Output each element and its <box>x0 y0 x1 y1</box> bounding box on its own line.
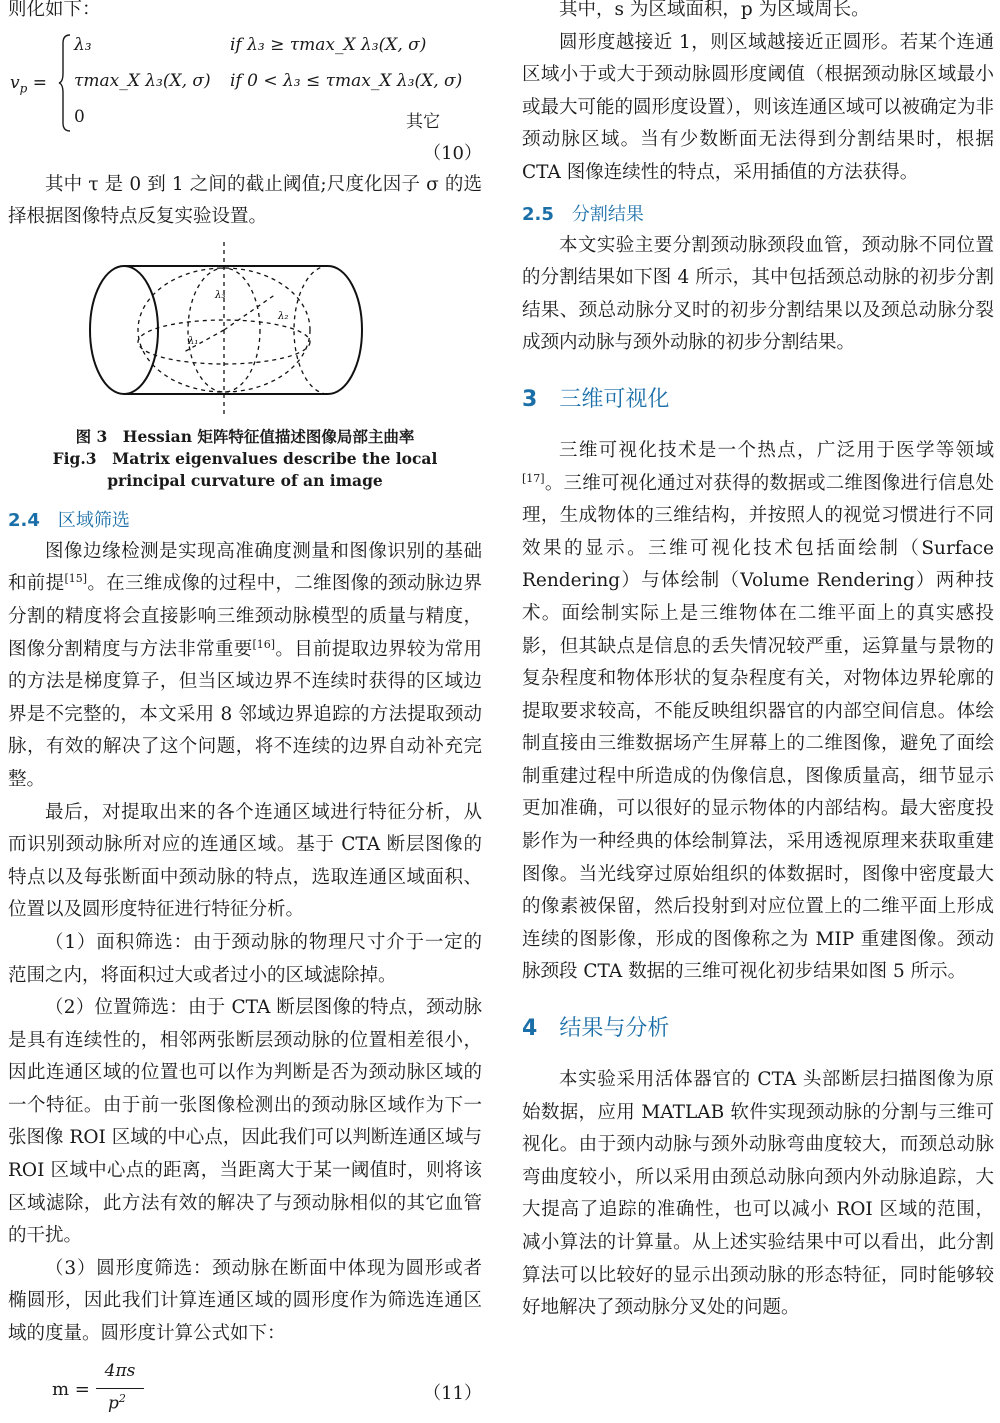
eq10-number: （10） <box>423 142 482 164</box>
paragraph-position-filter: （2）位置筛选：由于 CTA 断层图像的特点，颈动脉是具有连续性的，相邻两张断层颈动脉的位置相差很小，因此连通区域的位置也可以作为判断是否为颈动脉区域的一个特征。由于前一张图像检测出的颈动脉区域作为下一张图像 ROI 区域的中心点，因此我们可以判断连通区域与 ROI 区域中心点的距离，当距离大于某一阈值时，则将该区域滤除，此方法有效的解决了与颈动脉相似的其它血管的干扰。 <box>8 997 482 1247</box>
equation-11 <box>8 1361 482 1417</box>
eq10-case2-cond: if 0 < λ₃ ≤ τmax_X λ₃(X, σ) <box>230 70 463 91</box>
eq11-numerator: 4πs <box>104 1360 136 1381</box>
eq11-lhs: m = <box>52 1378 90 1400</box>
paragraph-2-5: 本文实验主要分割颈动脉颈段血管，颈动脉不同位置的分割结果如下图 4 所示，其中包括颈总动脉的初步分割结果、颈总动脉分叉时的初步分割结果以及颈总动脉分裂成颈内动脉与颈外动脉的初步分割结果。 <box>522 234 994 354</box>
paragraph-tau: 其中 τ 是 0 到 1 之间的截止阈值;尺度化因子 σ 的选择根据图像特点反复实验设置。 <box>8 173 482 228</box>
eq10-case1-value: λ₃ <box>74 34 92 55</box>
eq11-number: （11） <box>423 1382 482 1404</box>
paragraph-4: 本实验采用活体器官的 CTA 头部断层扫描图像为原始数据，应用 MATLAB 软件实现颈动脉的分割与三维可视化。由于颈内动脉与颈外动脉弯曲度较大，而颈总动脉弯曲度较小，所以采用由颈总动脉向颈内外动脉追踪，大大提高了追踪的准确性，也可以减小 ROI 区域的范围，减小算法的计算量。从上述实验结果中可以看出，此分割算法可以比较好的显示出颈动脉的形态特征，同时能够较好地解决了颈动脉分叉处的问题。 <box>522 1069 994 1319</box>
eq11-fraction-bar <box>96 1388 144 1389</box>
paragraph-s-p-def: 其中，s 为区域面积，p 为区域周长。 <box>559 0 870 20</box>
figure3-caption-en-1: Fig.3 Matrix eigenvalues describe the local <box>52 448 438 468</box>
cylinder-ellipsoid-diagram <box>8 242 482 414</box>
eq10-case1-cond: if λ₃ ≥ τmax_X λ₃(X, σ) <box>230 34 427 55</box>
section-2-5-heading: 2.5 分割结果 <box>522 203 644 225</box>
eq11-denominator: $p^2$ <box>108 1391 126 1414</box>
lambda2-label: λ₂ <box>278 310 289 322</box>
lambda1-label: λ₁ <box>188 335 199 347</box>
eq10-case3-value: 0 <box>74 106 85 127</box>
lambda3-label: λ₃ <box>215 289 226 301</box>
paragraph-3: 三维可视化技术是一个热点，广泛用于医学等领域[17]。三维可视化通过对获得的数据或二维图像进行信息处理，生成物体的三维结构，并按照人的视觉习惯进行不同效果的显示。三维可视化技术包括面绘制（Surface Rendering）与体绘制（Volume Rendering）两种技术。面绘制实际上是三维物体在二维平面上的真实感投影，但其缺点是信息的丢失情况较严重，运算量与景物的复杂程度和物体形状的复杂程度有关，对物体边界轮廓的提取要求较高，不能反映组织器官的内部空间信息。体绘制直接由三维数据场产生屏幕上的二维图像，避免了面绘制重建过程中所造成的伪像信息，图像质量高，细节显示更加准确，可以很好的显示物体的内部结构。最大密度投影作为一种经典的体绘制算法，采用透视原理来获取重建图像。当光线穿过原始组织的体数据时，图像中密度最大的像素被保留，然后投射到对应位置上的二维平面上形成连续的图影像，形成的图像称之为 MIP 重建图像。颈动脉颈段 CTA 数据的三维可视化初步结果如图 5 所示。 <box>522 439 994 983</box>
section-4-heading: 4 结果与分析 <box>522 1016 670 1042</box>
figure3-caption-en-2: principal curvature of an image <box>107 470 383 490</box>
paragraph-2-4-2: 最后，对提取出来的各个连通区域进行特征分析，从而识别颈动脉所对应的连通区域。基于 CTA 断层图像的特点以及每张断面中颈动脉的特点，选取连通区域面积、位置以及圆形度特征进行特征分析。 <box>8 801 482 921</box>
paragraph-2-4-1: 图像边缘检测是实现高准确度测量和图像识别的基础和前提[15]。在三维成像的过程中，二维图像的颈动脉边界分割的精度将会直接影响三维颈动脉模型的质量与精度，图像分割精度与方法非常重要[16]。目前提取边界较为常用的方法是梯度算子，但当区域边界不连续时获得的区域边界是不完整的，本文采用 8 邻域边界追踪的方法提取颈动脉，有效的解决了这个问题，将不连续的边界自动补充完整。 <box>8 540 482 790</box>
figure-3 <box>8 242 482 414</box>
eq10-lhs: $v_p$ = <box>10 72 47 95</box>
eq10-case3-cond: 其它 <box>406 111 440 132</box>
section-3-heading: 3 三维可视化 <box>522 386 670 412</box>
equation-10 <box>8 31 482 135</box>
right-column <box>522 0 994 1325</box>
paragraph-circularity-threshold: 圆形度越接近 1，则区域越接近正圆形。若某个连通区域小于或大于颈动脉圆形度阈值（根据颈动脉区域最小或最大可能的圆形度设置），则该连通区域可以被确定为非颈动脉区域。当有少数断面无法得到分割结果时，根据 CTA 图像连续性的特点，采用插值的方法获得。 <box>522 31 994 183</box>
left-column <box>8 0 482 1417</box>
paragraph-area-filter: （1）面积筛选：由于颈动脉的物理尺寸介于一定的范围之内，将面积过大或者过小的区域滤除掉。 <box>8 931 482 986</box>
figure3-caption-cn: 图 3 Hessian 矩阵特征值描述图像局部主曲率 <box>75 426 415 446</box>
paragraph-circularity-filter: （3）圆形度筛选：颈动脉在断面中体现为圆形或者椭圆形，因此我们计算连通区域的圆形度作为筛选连通区域的度量。圆形度计算公式如下： <box>8 1257 482 1345</box>
eq10-brace <box>58 33 72 133</box>
eq10-case2-value: τmax_X λ₃(X, σ) <box>74 70 211 91</box>
intro-line: 则化如下： <box>8 0 101 20</box>
section-2-4-heading: 2.4 区域筛选 <box>8 509 130 531</box>
